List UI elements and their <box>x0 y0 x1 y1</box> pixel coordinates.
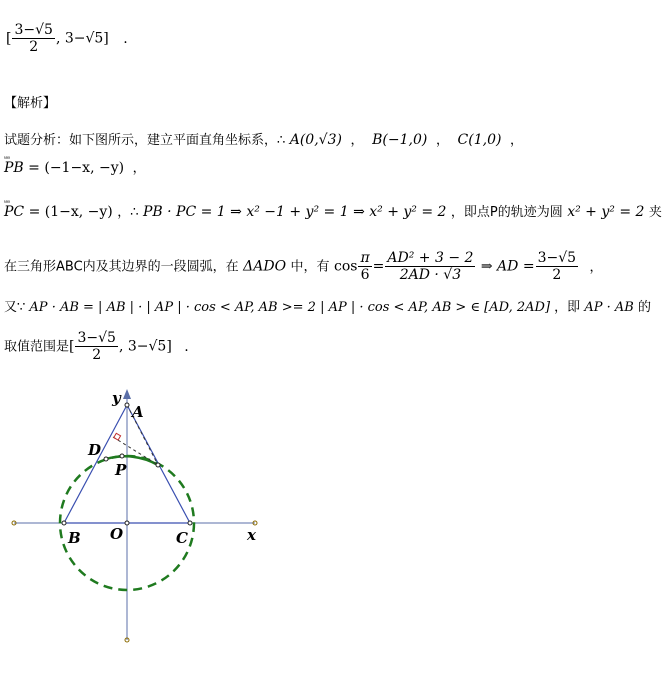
analysis-line-5 <box>4 298 651 318</box>
dot-product-equation: PB · PC = 1 ⇒ x² −1 + y² = 1 ⇒ x² + y² = 2 <box>142 204 447 220</box>
analysis-line-2: ᵘᵘᵘ PB = (−1−x, −y) ， <box>4 158 146 179</box>
cos-label: cos <box>333 258 358 275</box>
geometry-figure <box>0 385 280 685</box>
circle-equation: x² + y² = 2 <box>567 204 645 220</box>
label-x: x <box>247 526 256 544</box>
line3-tail: 夹 <box>648 205 662 220</box>
analysis-line-4: 在三角形ABC内及其边界的一段圆弧，在 ΔADO 中，有 cos $\frac{\pi}{6}$ = $\frac{\text{AD² + 3 − 2}}{2AD \cdot √3}$ ⇒ AD = $\frac{3-√5}{2}$ ， <box>4 250 603 283</box>
label-b: B <box>68 529 81 547</box>
point-p <box>120 454 124 458</box>
label-c: C <box>176 529 188 547</box>
since-text: 又∵ <box>4 300 26 315</box>
locus-text: ，即点P的轨迹为圆 <box>450 205 563 220</box>
therefore-symbol: ，∴ <box>117 205 139 220</box>
triangle-ado: ΔADO <box>243 258 287 275</box>
de-text: 的 <box>637 300 651 315</box>
range-text: 取值范围是 <box>4 339 70 355</box>
in-triangle-text: 中，有 <box>290 259 330 275</box>
point-o <box>125 521 129 525</box>
range-period: . <box>184 338 189 355</box>
answer-bracket-open: [ <box>6 30 12 47</box>
answer-fraction <box>12 22 54 55</box>
range-rest: , 3−√5] <box>118 338 172 355</box>
label-o: O <box>110 525 124 543</box>
right-angle-marker <box>114 433 121 440</box>
point-a-coords: A(0,√3) <box>289 132 342 148</box>
ad-result-num: 3−√5 <box>537 250 577 266</box>
analysis-intro-text: 试题分析：如下图所示，建立平面直角坐标系，∴ <box>4 133 286 148</box>
y-axis-arrow <box>123 389 131 399</box>
pi-den: 6 <box>360 267 370 283</box>
section-label: 【解析】 <box>4 96 57 111</box>
answer-frac-den: 2 <box>29 39 39 55</box>
answer-period: . <box>123 30 128 47</box>
cosine-num: AD² + 3 − 2 <box>387 250 474 266</box>
label-d: D <box>88 441 102 459</box>
ad-result-den: 2 <box>552 267 562 283</box>
target-expression: AP · AB <box>584 300 634 315</box>
ad-implies: ⇒ AD = <box>480 258 535 275</box>
ad-result <box>536 250 578 283</box>
range-fraction <box>75 330 117 363</box>
analysis-line-1: 试题分析：如下图所示，建立平面直角坐标系，∴ A(0,√3) ， B(−1,0) ， C(1,0) ， <box>4 132 524 148</box>
point-b-coords: B(−1,0) <box>372 132 428 148</box>
point-a <box>125 403 129 407</box>
analysis-line-6 <box>4 330 189 363</box>
label-y: y <box>112 389 121 407</box>
range-open: [ <box>69 338 75 355</box>
point-c <box>188 521 192 525</box>
arc-text: 在三角形ABC内及其边界的一段圆弧，在 <box>4 259 239 275</box>
answer-rest: , 3−√5] <box>55 30 109 47</box>
vector-pb-value: = (−1−x, −y) <box>28 160 125 176</box>
label-a: A <box>132 403 144 421</box>
analysis-line-3 <box>4 202 662 223</box>
cosine-den: 2AD · √3 <box>399 267 462 283</box>
point-b <box>62 521 66 525</box>
dot-product-range: AP · AB = | AB | · | AP | · cos < AP, AB >= 2 | AP | · cos < AP, AB > ∈ [AD, 2AD] <box>29 300 551 315</box>
vector-pc: ᵘᵘᵘ PC <box>4 202 24 222</box>
vector-pc-value: = (1−x, −y) <box>28 204 113 220</box>
range-den: 2 <box>92 347 102 363</box>
pi-num: π <box>360 250 370 266</box>
point-d <box>104 457 108 461</box>
line4-end: ， <box>589 259 603 275</box>
vector-pb: ᵘᵘᵘ PB <box>4 158 24 178</box>
point-arc-end <box>156 463 160 467</box>
range-num: 3−√5 <box>77 330 116 346</box>
point-c-coords: C(1,0) <box>457 132 502 148</box>
namely-text: ，即 <box>554 300 581 315</box>
pi-over-6 <box>358 250 371 283</box>
answer-line <box>6 22 128 55</box>
cosine-law-fraction <box>385 250 475 283</box>
label-p: P <box>115 461 127 479</box>
answer-frac-num: 3−√5 <box>14 22 53 38</box>
